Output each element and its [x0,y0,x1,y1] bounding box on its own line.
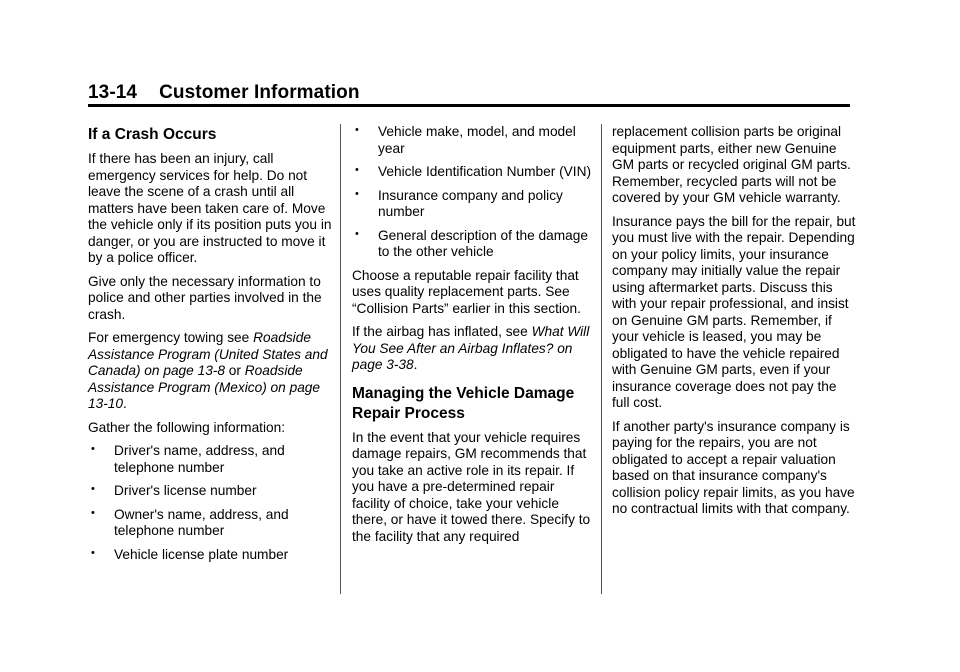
list-item [352,164,592,181]
list-item-text: Vehicle license plate number [114,546,289,562]
towing-end: . [123,396,127,411]
towing-or: or [228,363,241,378]
list-item [88,547,332,564]
paragraph-repair-facility: Choose a reputable repair facility that uses quality replacement parts. See “Collision Parts” earlier in this section. [352,267,581,316]
bullet-list-vehicle [352,124,592,261]
list-item-text: General description of the damage to the other vehicle [378,227,589,259]
list-item-text: Vehicle make, model, and model year [378,124,576,156]
list-item [88,483,332,500]
list-item-text: Driver's name, address, and telephone number [114,443,285,475]
paragraph-insurance-pays: Insurance pays the bill for the repair, but you must live with the repair. Depending on your policy limits, your insurance company may initially value the repair using aftermarket parts. Discuss this with your repair professional, and insist on Genuine GM parts. Remember, if your vehicle is leased, you may be obligated to have the vehicle repaired with Genuine GM parts, even if your insurance coverage does not pay the full cost. [612,213,856,410]
paragraph-collision-parts: replacement collision parts be original equipment parts, either new Genuine GM parts or recycled original GM parts. Remember, recycled parts will not be covered by your GM vehicle warranty. [612,124,851,205]
bullet-icon: • [91,546,95,559]
bullet-icon: • [91,483,95,495]
paragraph-airbag [352,324,592,374]
paragraph-necessary-info: Give only the necessary information to police and other parties involved in the crash. [88,273,322,322]
section-heading-repair-process: Managing the Vehicle Damage Repair Process [352,384,575,422]
bullet-icon: • [355,187,359,200]
cross-reference-link[interactable]: Roadside Assistance Program (Mexico) on page 13-10 [88,363,321,411]
bullet-icon: • [91,443,95,455]
paragraph-gather: Gather the following information: [88,419,286,435]
section-title: Customer Information [159,82,360,103]
column-1 [88,124,332,570]
airbag-end: . [413,357,418,372]
list-item-text: Driver's license number [114,483,257,498]
list-item-text: Insurance company and policy number [378,187,563,219]
list-item [352,228,592,261]
page-number: 13-14 [88,82,138,103]
paragraph-damage-repairs: In the event that your vehicle requires damage repairs, GM recommends that you take an active role in its repair. If you have a pre-determined repair facility of choice, take your vehicle there, or have it towed there. Specify to the facility that any required [352,429,591,544]
list-item [352,188,592,221]
header-rule [88,104,850,107]
column-divider-2 [601,124,602,594]
towing-lead: For emergency towing see [88,330,250,345]
section-heading-crash: If a Crash Occurs [88,126,217,143]
column-divider-1 [340,124,341,594]
page-header [88,80,850,106]
list-item-text: Owner's name, address, and telephone number [114,506,289,538]
paragraph-towing [88,330,332,413]
bullet-icon: • [91,506,95,519]
bullet-list-info [88,443,332,563]
list-item-text: Vehicle Identification Number (VIN) [378,164,592,179]
cross-reference-link[interactable]: Roadside Assistance Program (United States and Canada) on page 13-8 [88,330,328,378]
page-header-title [88,80,850,106]
column-3 [612,124,856,525]
bullet-icon: • [355,227,359,240]
paragraph-injury: If there has been an injury, call emergency services for help. Do not leave the scene of a crash until all matters have been taken care of. Move the vehicle only if its position puts you in danger, or you are instructed to move it by a police officer. [88,151,332,265]
airbag-lead: If the airbag has inflated, see [352,324,528,339]
bullet-icon: • [355,164,359,176]
cross-reference-link[interactable]: What Will You See After an Airbag Inflates? on page 3-38 [352,324,590,372]
bullet-icon: • [355,124,359,136]
list-item [88,443,332,476]
list-item [352,124,592,157]
column-2 [352,124,592,552]
list-item [88,507,332,540]
paragraph-other-party: If another party's insurance company is paying for the repairs, you are not obligated to accept a repair valuation based on that insurance company's collision policy repair limits, as you have no contractual limits with that company. [612,418,855,516]
